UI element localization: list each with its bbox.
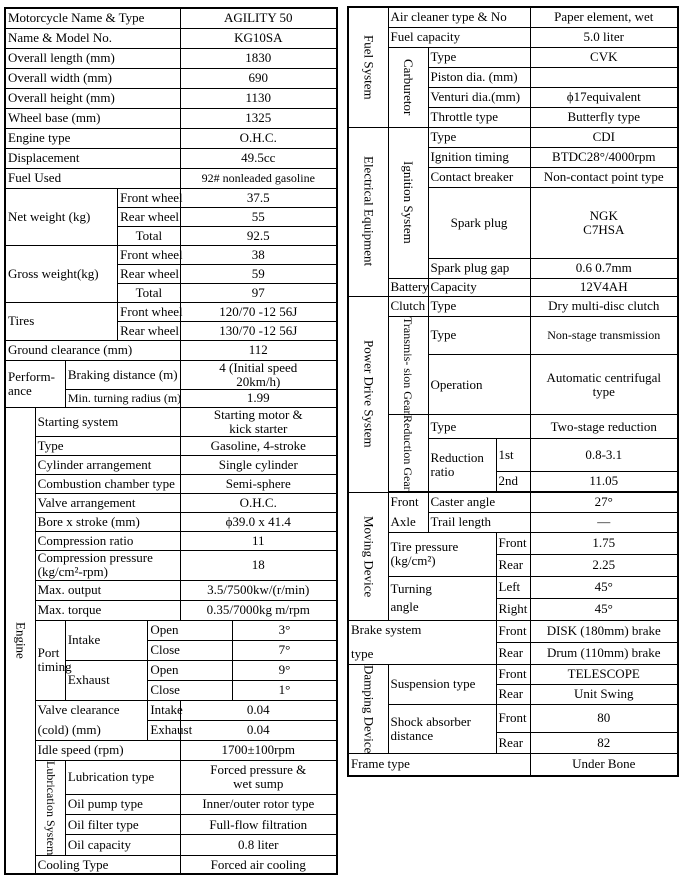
net-weight-label: Net weight (kg)	[5, 188, 118, 245]
port-exhaust-label: Exhaust	[65, 660, 147, 700]
table-row	[5, 436, 337, 455]
turning-angle-label: Turning angle	[388, 576, 496, 620]
spec-label: Displacement	[5, 148, 180, 168]
spec-value: Butterfly type	[530, 107, 678, 127]
fuel-system-label: Fuel System	[348, 7, 388, 127]
spec-value: 1830	[180, 48, 337, 68]
table-row	[348, 620, 678, 642]
brake-system-label: Brake system type	[348, 620, 496, 664]
table-row	[5, 245, 337, 264]
spec-value: ϕ17equivalent	[530, 87, 678, 107]
spec-sublabel: Front	[496, 664, 530, 684]
spec-value: 0.8-3.1	[530, 439, 678, 472]
table-row	[5, 168, 337, 188]
spec-label: Overall length (mm)	[5, 48, 180, 68]
spec-value	[530, 67, 678, 87]
spec-value: 0.04	[180, 700, 337, 720]
spec-sublabel: Rear	[496, 642, 530, 664]
spec-label: Compression ratio	[35, 531, 180, 550]
table-row	[5, 455, 337, 474]
spec-sublabel: Front wheel	[118, 302, 180, 321]
spec-sublabel: Close	[148, 640, 233, 660]
table-row	[5, 474, 337, 493]
spec-value: KG10SA	[180, 28, 337, 48]
table-row	[348, 754, 678, 776]
spec-value: 38	[180, 245, 337, 264]
spec-value: Under Bone	[530, 754, 678, 776]
spec-sublabel: Rear wheel	[118, 207, 180, 226]
performance-label: Perform- ance	[5, 360, 65, 407]
engine-section-label: Engine	[5, 407, 35, 874]
spec-value: 0.8 liter	[180, 835, 337, 855]
spec-value: Gasoline, 4-stroke	[180, 436, 337, 455]
spec-sublabel: Type	[428, 316, 530, 355]
spec-value: 130/70 -12 56J	[180, 321, 337, 340]
spec-sublabel: Open	[148, 660, 233, 680]
spec-value: 27°	[530, 492, 678, 512]
spec-label: Bore x stroke (mm)	[35, 512, 180, 531]
spec-sublabel: Trail length	[428, 512, 530, 532]
spec-value: O.H.C.	[180, 128, 337, 148]
ignition-label: Ignition System	[388, 127, 428, 278]
suspension-type-label: Suspension type	[388, 664, 496, 704]
spec-label: Air cleaner type & No	[388, 7, 530, 27]
spec-value: 11.05	[530, 471, 678, 491]
table-row	[5, 700, 337, 720]
table-row	[5, 512, 337, 531]
carburetor-label: Carburetor	[388, 47, 428, 127]
spec-label: Overall width (mm)	[5, 68, 180, 88]
spec-value: Single cylinder	[180, 455, 337, 474]
table-row	[348, 27, 678, 47]
table-row	[348, 415, 678, 439]
spec-value: 3.5/7500kw/(r/min)	[180, 580, 337, 600]
tire-pressure-label: Tire pressure (kg/cm²)	[388, 532, 496, 576]
table-row	[5, 302, 337, 321]
reduction-gear-label: Reduction Gear	[388, 415, 428, 492]
spec-sublabel: Rear	[496, 684, 530, 704]
table-row	[5, 340, 337, 360]
table-row	[5, 760, 337, 794]
table-row	[5, 128, 337, 148]
spec-value: Unit Swing	[530, 684, 678, 704]
spec-value: 0.35/7000kg m/rpm	[180, 600, 337, 620]
spec-value: 1130	[180, 88, 337, 108]
table-row	[5, 550, 337, 580]
power-drive-label: Power Drive System	[348, 296, 388, 492]
spec-value: Forced air cooling	[180, 855, 337, 874]
table-row	[5, 740, 337, 760]
spec-sublabel: Rear	[496, 733, 530, 754]
spec-value: 690	[180, 68, 337, 88]
spec-sublabel: Capacity	[428, 278, 530, 296]
spec-value: 49.5cc	[180, 148, 337, 168]
table-row	[5, 108, 337, 128]
spec-sublabel: Rear wheel	[118, 321, 180, 340]
spec-label: Oil pump type	[65, 794, 180, 814]
spec-value: 1.75	[530, 532, 678, 554]
spec-sublabel: Front	[496, 704, 530, 732]
lubrication-section-label: Lubrication System	[35, 760, 65, 855]
spec-value: 2.25	[530, 554, 678, 576]
table-row	[5, 48, 337, 68]
table-row	[348, 664, 678, 684]
spec-sublabel: Type	[428, 296, 530, 316]
spec-label: Piston dia. (mm)	[428, 67, 530, 87]
spec-value: 1325	[180, 108, 337, 128]
spec-value: Semi-sphere	[180, 474, 337, 493]
spec-value: Forced pressure & wet sump	[180, 760, 337, 794]
table-row	[348, 7, 678, 27]
spec-value: 0.6 0.7mm	[530, 258, 678, 278]
spec-value: 1.99	[180, 389, 337, 407]
spec-label: Cooling Type	[35, 855, 180, 874]
spec-label: Type	[428, 47, 530, 67]
spec-label: Wheel base (mm)	[5, 108, 180, 128]
spec-sublabel: Left	[496, 576, 530, 598]
spec-value: —	[530, 512, 678, 532]
spec-label: Motorcycle Name & Type	[5, 8, 180, 28]
spec-value: DISK (180mm) brake	[530, 620, 678, 642]
spec-label: Engine type	[5, 128, 180, 148]
spec-label: Venturi dia.(mm)	[428, 87, 530, 107]
spec-value: 1°	[232, 680, 337, 700]
table-row	[5, 580, 337, 600]
table-row	[5, 88, 337, 108]
spec-value: 4 (Initial speed 20km/h)	[180, 360, 337, 389]
spec-value: NGK C7HSA	[530, 187, 678, 258]
table-row	[5, 493, 337, 512]
table-row	[5, 620, 337, 640]
table-row	[348, 127, 678, 147]
spec-sublabel: Type	[428, 415, 530, 439]
spec-value: CVK	[530, 47, 678, 67]
front-axle-label: Front Axle	[388, 492, 428, 532]
spec-value: Non-stage transmission	[530, 316, 678, 355]
moving-device-label: Moving Device	[348, 492, 388, 620]
spec-label: Cylinder arrangement	[35, 455, 180, 474]
spec-sublabel: Rear	[496, 554, 530, 576]
spec-label: Spark plug	[428, 187, 530, 258]
spec-sublabel: Exhaust	[148, 720, 180, 740]
spec-value: O.H.C.	[180, 493, 337, 512]
spec-value: 45°	[530, 598, 678, 620]
spec-value: 120/70 -12 56J	[180, 302, 337, 321]
table-row	[348, 532, 678, 554]
spec-value: Non-contact point type	[530, 167, 678, 187]
spec-value: Drum (110mm) brake	[530, 642, 678, 664]
shock-absorber-label: Shock absorber distance	[388, 704, 496, 753]
spec-value: AGILITY 50	[180, 8, 337, 28]
spec-label: Compression pressure (kg/cm²-rpm)	[35, 550, 180, 580]
transmission-gear-label: Transmis- sion Gear	[388, 316, 428, 415]
reduction-ratio-label: Reduction ratio	[428, 439, 496, 492]
tires-label: Tires	[5, 302, 118, 340]
spec-label: Valve arrangement	[35, 493, 180, 512]
spec-value: TELESCOPE	[530, 664, 678, 684]
table-row	[5, 148, 337, 168]
spec-value: 59	[180, 264, 337, 283]
spec-value: 92.5	[180, 226, 337, 245]
spec-label: Idle speed (rpm)	[35, 740, 180, 760]
spec-value: 112	[180, 340, 337, 360]
spec-value: Dry multi-disc clutch	[530, 296, 678, 316]
spec-label: Ignition timing	[428, 147, 530, 167]
table-row	[348, 296, 678, 316]
spec-value: BTDC28°/4000rpm	[530, 147, 678, 167]
spec-label: Ground clearance (mm)	[5, 340, 180, 360]
table-row	[5, 360, 337, 389]
spec-label: Name & Model No.	[5, 28, 180, 48]
table-row	[348, 47, 678, 67]
spec-value: 7°	[232, 640, 337, 660]
spec-label: Fuel Used	[5, 168, 180, 188]
electrical-label: Electrical Equipment	[348, 127, 388, 296]
spec-label: Battery	[388, 278, 428, 296]
table-row	[348, 316, 678, 355]
spec-value: Starting motor & kick starter	[180, 407, 337, 436]
spec-value: 5.0 liter	[530, 27, 678, 47]
spec-value: 80	[530, 704, 678, 732]
spec-value: 45°	[530, 576, 678, 598]
gross-weight-label: Gross weight(kg)	[5, 245, 118, 302]
table-row	[5, 8, 337, 28]
spec-label: Fuel capacity	[388, 27, 530, 47]
spec-value: ϕ39.0 x 41.4	[180, 512, 337, 531]
spec-value: 1700±100rpm	[180, 740, 337, 760]
spec-label: Type	[428, 127, 530, 147]
spec-label: Spark plug gap	[428, 258, 530, 278]
table-row	[5, 855, 337, 874]
right-spec-table	[347, 6, 679, 777]
table-row	[5, 531, 337, 550]
spec-value: 37.5	[180, 188, 337, 207]
spec-value: Automatic centrifugal type	[530, 355, 678, 415]
spec-label: Throttle type	[428, 107, 530, 127]
table-row	[348, 278, 678, 296]
spec-label: Lubrication type	[65, 760, 180, 794]
spec-label: Clutch	[388, 296, 428, 316]
spec-label: Oil capacity	[65, 835, 180, 855]
table-row	[5, 600, 337, 620]
table-row	[5, 407, 337, 436]
port-timing-label: Port timing	[35, 620, 65, 700]
spec-value: 18	[180, 550, 337, 580]
spec-label: Starting system	[35, 407, 180, 436]
spec-label: Contact breaker	[428, 167, 530, 187]
spec-sublabel: Front	[496, 620, 530, 642]
spec-value: 11	[180, 531, 337, 550]
spec-label: Combustion chamber type	[35, 474, 180, 493]
spec-sublabel: Right	[496, 598, 530, 620]
table-row	[348, 576, 678, 598]
spec-sublabel: 1st	[496, 439, 530, 472]
spec-label: Oil filter type	[65, 815, 180, 835]
spec-sublabel: Total	[118, 283, 180, 302]
spec-sublabel: Operation	[428, 355, 530, 415]
spec-sublabel: Caster angle	[428, 492, 530, 512]
table-row	[5, 188, 337, 207]
spec-sublabel: Min. turning radius (m)	[65, 389, 180, 407]
spec-value: CDI	[530, 127, 678, 147]
spec-label: Max. output	[35, 580, 180, 600]
spec-sublabel: Total	[118, 226, 180, 245]
spec-value: 12V4AH	[530, 278, 678, 296]
spec-value: 97	[180, 283, 337, 302]
table-row	[348, 704, 678, 732]
spec-value: 92# nonleaded gasoline	[180, 168, 337, 188]
spec-sublabel: Open	[148, 620, 233, 640]
spec-value: 3°	[232, 620, 337, 640]
spec-value: Inner/outer rotor type	[180, 794, 337, 814]
spec-label: Overall height (mm)	[5, 88, 180, 108]
spec-value: Paper element, wet	[530, 7, 678, 27]
spec-value: Two-stage reduction	[530, 415, 678, 439]
spec-sublabel: Intake	[148, 700, 180, 720]
spec-value: 0.04	[180, 720, 337, 740]
port-intake-label: Intake	[65, 620, 147, 660]
spec-sublabel: Braking distance (m)	[65, 360, 180, 389]
spec-value: 9°	[232, 660, 337, 680]
spec-value: 55	[180, 207, 337, 226]
spec-value: 82	[530, 733, 678, 754]
spec-sublabel: Front	[496, 532, 530, 554]
spec-sublabel: Front wheel	[118, 188, 180, 207]
table-row	[5, 28, 337, 48]
damping-device-label: Damping Device	[348, 664, 388, 753]
spec-sublabel: 2nd	[496, 471, 530, 491]
spec-sublabel: Rear wheel	[118, 264, 180, 283]
valve-clearance-label: Valve clearance (cold) (mm)	[35, 700, 148, 740]
table-row	[5, 68, 337, 88]
spec-value: Full-flow filtration	[180, 815, 337, 835]
table-row	[348, 492, 678, 512]
spec-sublabel: Close	[148, 680, 233, 700]
left-spec-table	[4, 7, 338, 875]
spec-sublabel: Front wheel	[118, 245, 180, 264]
spec-label: Max. torque	[35, 600, 180, 620]
spec-label: Frame type	[348, 754, 530, 776]
spec-label: Type	[35, 436, 180, 455]
